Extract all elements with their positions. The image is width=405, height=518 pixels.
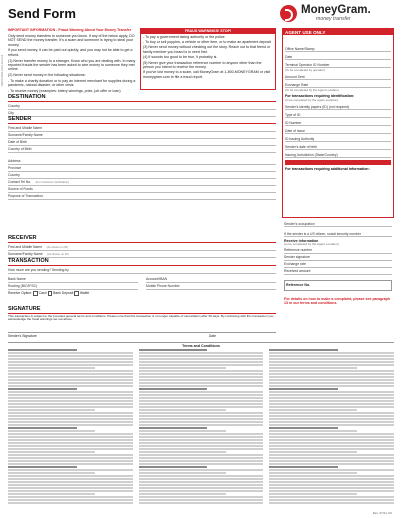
agent-use-panel: AGENT USE ONLY Office Name/Stamp Date Terminal Operator ID Number (To be completed by operator) Amount Sent Exchange Rate (To be completed by the Agent Location) For transactions requiring identification: (to be completed by the Agent Location) Sender's identity papers (ID) (not required) Type of ID ID Number Date of Issue ID Issuing Authority Sender's date of birth Issuing Jurisdiction (State/Country) For transactions requiring additional information: bbox=[282, 28, 394, 218]
mobile-phone-input[interactable] bbox=[180, 284, 276, 289]
sender-field-label: Address bbox=[8, 159, 21, 164]
routing-input[interactable] bbox=[37, 284, 138, 289]
terms-text-line bbox=[269, 385, 394, 387]
sender-field-label: Surname/Family Name bbox=[8, 133, 43, 138]
terms-text-line bbox=[139, 370, 264, 372]
sender-field-label: Province bbox=[8, 166, 22, 171]
terms-text-line bbox=[139, 361, 264, 363]
terms-text-line bbox=[269, 364, 394, 366]
terms-text-line bbox=[269, 388, 338, 390]
receiver-heading: RECEIVER bbox=[8, 235, 276, 243]
terms-text-line bbox=[8, 436, 133, 438]
terms-text-line bbox=[269, 496, 394, 498]
terms-text-line bbox=[269, 370, 394, 372]
terms-text-line bbox=[139, 415, 264, 417]
terms-text-line bbox=[139, 427, 208, 429]
terms-text-line bbox=[139, 484, 264, 486]
issuing-jurisdiction-input[interactable] bbox=[338, 152, 391, 157]
terms-text-line bbox=[8, 448, 133, 450]
agent-additional-panel: Sender's occupation If the sender is a US citizen, social security number Receive information (to be completed by the Agent Location) Reference number Sender signature Exchange rate Received amount Reference No. For details on how to make a complaint, please see paragraph 13 in our terms and conditions. bbox=[282, 220, 394, 305]
terms-text-line bbox=[269, 403, 394, 405]
signature-section bbox=[8, 306, 276, 322]
terms-text-line bbox=[139, 460, 264, 462]
receiver-field-label: Surname/Family Name bbox=[8, 252, 43, 257]
warning-paragraph: - To buy or sell puppies, a vehicle or other item, or to make an apartment deposit bbox=[143, 40, 271, 44]
terms-column bbox=[139, 348, 264, 510]
terms-text-line bbox=[8, 418, 133, 420]
city-field: City bbox=[8, 110, 276, 117]
transaction-question: How much are you sending? Sending by bbox=[8, 268, 69, 273]
sender-address-input[interactable] bbox=[20, 159, 276, 164]
intro-paragraph: - To make a charity donation or to pay an internet merchant for supplies during a pandemic, natural disaster, or other crisis bbox=[8, 79, 136, 88]
terms-text-line bbox=[139, 355, 264, 357]
sender-province-input[interactable] bbox=[21, 166, 276, 171]
agent-id-papers-input[interactable] bbox=[349, 104, 393, 109]
terms-text-line bbox=[139, 487, 264, 489]
terms-text-line bbox=[8, 484, 133, 486]
terms-text-line bbox=[269, 367, 356, 369]
terms-text-line bbox=[139, 376, 264, 378]
account-iban-input[interactable] bbox=[167, 277, 276, 282]
terms-text-line bbox=[8, 388, 77, 390]
terms-text-line bbox=[8, 400, 133, 402]
terms-text-line bbox=[139, 364, 264, 366]
terms-text-line bbox=[139, 439, 264, 441]
brand-name: MoneyGram. bbox=[301, 4, 371, 16]
signature-row bbox=[8, 332, 276, 338]
terms-text-line bbox=[269, 454, 394, 456]
terms-text-line bbox=[8, 361, 133, 363]
terms-text-line bbox=[8, 406, 133, 408]
terms-text-line bbox=[139, 418, 264, 420]
receiver-surname-input[interactable] bbox=[69, 252, 276, 257]
terms-column bbox=[269, 348, 394, 510]
terms-text-line bbox=[139, 349, 208, 351]
agent-exchange-rate-input[interactable] bbox=[306, 262, 392, 267]
receiver-first-name-input[interactable] bbox=[68, 245, 276, 250]
terms-text-line bbox=[8, 379, 133, 381]
terms-text-line bbox=[8, 412, 133, 414]
ssn-input[interactable] bbox=[361, 231, 405, 236]
contact-note: (For Customer Verification) bbox=[35, 180, 69, 185]
terms-text-line bbox=[8, 502, 133, 504]
warning-paragraph: (4) If sounds too good to be true, it probably is. bbox=[143, 55, 218, 60]
sender-field-label: Country bbox=[8, 173, 20, 178]
warning-paragraph: If you've lost money to a scam, call MoneyGram at 1-800-MONEYGRAM or visit moneygram.com to file a fraud report. bbox=[143, 70, 271, 79]
terms-text-line bbox=[139, 475, 264, 477]
sender-phone-input[interactable] bbox=[69, 180, 276, 185]
reference-label: Reference No. bbox=[286, 283, 311, 287]
fraud-intro bbox=[8, 28, 136, 95]
sender-field-label: Country of Birth bbox=[8, 147, 32, 152]
warning-paragraph: (3) Never send money without checking out the story. Reach out to that friend or family member you heard is in need first. bbox=[143, 45, 271, 54]
terms-text-line bbox=[269, 379, 394, 381]
terms-text-line bbox=[8, 424, 133, 426]
id-number-input[interactable] bbox=[301, 120, 391, 125]
form-revision: Rev. 07/21 US bbox=[372, 511, 392, 515]
intro-paragraph: (2) Never send money in the following situations: bbox=[8, 73, 86, 78]
terms-text-line bbox=[8, 439, 133, 441]
terms-text-line bbox=[269, 445, 394, 447]
terms-text-line bbox=[269, 406, 394, 408]
terms-text-line bbox=[269, 475, 394, 477]
terms-text-line bbox=[269, 373, 394, 375]
terms-text-line bbox=[269, 502, 394, 504]
sender-country-input[interactable] bbox=[20, 173, 276, 178]
terms-text-line bbox=[8, 487, 133, 489]
terms-text-line bbox=[8, 421, 133, 423]
transaction-field-label: Mobile Phone Number bbox=[146, 284, 180, 289]
terms-body bbox=[8, 348, 394, 510]
terms-text-line bbox=[139, 502, 264, 504]
terms-text-line bbox=[269, 433, 394, 435]
intro-paragraph: If you send money, it can be paid out quickly, and you may not be able to get a refund. bbox=[8, 48, 133, 57]
sender-field-label: Purpose of Transaction bbox=[8, 194, 43, 199]
occupation-input[interactable] bbox=[315, 221, 392, 226]
terms-text-line bbox=[8, 445, 133, 447]
terms-text-line bbox=[139, 391, 264, 393]
terms-text-line bbox=[8, 469, 133, 471]
terms-text-line bbox=[8, 451, 95, 453]
terms-text-line bbox=[8, 376, 133, 378]
terms-text-line bbox=[269, 427, 338, 429]
checkbox-bank-deposit[interactable] bbox=[48, 291, 53, 296]
operator-note: (To be completed by operator) bbox=[285, 68, 326, 73]
moneygram-logo-icon bbox=[280, 5, 297, 22]
destination-heading: DESTINATION bbox=[8, 94, 276, 102]
intro-paragraph: Only send money transfers to someone you know. If any of the below apply, DO NOT SEND the money transfer. It's a scam and someone is trying to steal your money. bbox=[8, 33, 135, 47]
terms-text-line bbox=[139, 409, 226, 411]
terms-text-line bbox=[8, 466, 77, 468]
terms-text-line bbox=[8, 490, 133, 492]
terms-text-line bbox=[139, 499, 264, 501]
terms-text-line bbox=[8, 472, 95, 474]
terms-text-line bbox=[8, 475, 133, 477]
date-label[interactable]: Date bbox=[208, 333, 216, 338]
terms-text-line bbox=[8, 358, 133, 360]
sender-section bbox=[8, 116, 276, 200]
destination-country-input[interactable] bbox=[20, 104, 276, 109]
terms-text-line bbox=[269, 358, 394, 360]
terms-text-line bbox=[269, 460, 394, 462]
brand-tagline: money transfer bbox=[316, 16, 351, 22]
agent-date-input[interactable] bbox=[292, 54, 391, 59]
terms-text-line bbox=[139, 472, 226, 474]
terms-text-line bbox=[8, 427, 77, 429]
terms-text-line bbox=[269, 490, 394, 492]
terms-text-line bbox=[269, 451, 356, 453]
terms-text-line bbox=[8, 355, 133, 357]
terms-text-line bbox=[139, 478, 264, 480]
terms-text-line bbox=[8, 415, 133, 417]
terms-text-line bbox=[8, 481, 133, 483]
terms-text-line bbox=[269, 430, 356, 432]
terms-text-line bbox=[139, 400, 264, 402]
send-amount-input[interactable] bbox=[69, 268, 276, 273]
terms-text-line bbox=[269, 481, 394, 483]
terms-text-line bbox=[8, 397, 133, 399]
terms-text-line bbox=[269, 349, 338, 351]
terms-text-line bbox=[8, 367, 95, 369]
terms-text-line bbox=[8, 493, 95, 495]
transaction-heading: TRANSACTION bbox=[8, 258, 276, 266]
terms-text-line bbox=[139, 421, 264, 423]
page-title: Send Form bbox=[8, 6, 76, 21]
terms-text-line bbox=[8, 352, 133, 354]
sender-source-of-funds-input[interactable] bbox=[33, 187, 276, 192]
transaction-field-label: Bank Name bbox=[8, 277, 26, 282]
terms-text-line bbox=[139, 445, 264, 447]
signer-label[interactable]: Sender's Signature bbox=[8, 333, 37, 338]
receiver-field-label: First and Middle Name bbox=[8, 245, 43, 250]
intro-heading: IMPORTANT INFORMATION - Fraud Warning About Your Money Transfer bbox=[8, 28, 132, 32]
terms-text-line bbox=[8, 478, 133, 480]
receiver-note: (As shown on ID) bbox=[46, 245, 69, 250]
sender-dob-agent-input[interactable] bbox=[317, 144, 391, 149]
terms-text-line bbox=[8, 463, 133, 465]
fraud-warning-box bbox=[140, 28, 276, 90]
transaction-section bbox=[8, 258, 276, 296]
terms-text-line bbox=[269, 352, 394, 354]
received-amount-input[interactable] bbox=[310, 269, 392, 274]
terms-text-line bbox=[8, 382, 133, 384]
id-issue-date-input[interactable] bbox=[305, 128, 391, 133]
transaction-field-label: Account/IBAN bbox=[146, 277, 168, 282]
terms-text-line bbox=[269, 448, 394, 450]
terms-text-line bbox=[269, 421, 394, 423]
terms-text-line bbox=[139, 358, 264, 360]
terms-text-line bbox=[8, 403, 133, 405]
sender-field-label: Contact Tel No. bbox=[8, 180, 32, 185]
terms-text-line bbox=[8, 394, 133, 396]
terms-text-line bbox=[8, 385, 133, 387]
checkbox-wallet[interactable] bbox=[74, 291, 79, 296]
terms-text-line bbox=[139, 457, 264, 459]
reference-number-input[interactable] bbox=[312, 248, 392, 253]
terms-text-line bbox=[139, 352, 264, 354]
intro-paragraph: - To receive money (examples: lottery winnings, prize, job offer or loan) bbox=[8, 89, 121, 94]
terms-text-line bbox=[8, 454, 133, 456]
terms-text-line bbox=[269, 409, 356, 411]
terms-text-line bbox=[139, 463, 264, 465]
brand-logo bbox=[280, 4, 390, 26]
terms-text-line bbox=[139, 493, 226, 495]
id-section-heading: For transactions requiring identification: bbox=[285, 94, 355, 99]
warning-paragraph: (5) Never give your transaction reference number to anyone other than the person you intend to receive the money. bbox=[143, 60, 262, 70]
receive-info-heading: Receive information bbox=[284, 238, 319, 243]
receiver-section bbox=[8, 235, 276, 258]
terms-text-line bbox=[139, 496, 264, 498]
terms-text-line bbox=[269, 400, 394, 402]
terms-text-line bbox=[139, 394, 264, 396]
terms-text-line bbox=[8, 460, 133, 462]
amount-sent-input[interactable] bbox=[305, 74, 391, 79]
terms-text-line bbox=[139, 424, 264, 426]
terms-text-line bbox=[269, 394, 394, 396]
terms-text-line bbox=[269, 484, 394, 486]
sender-surname-input[interactable] bbox=[43, 133, 276, 138]
terms-text-line bbox=[8, 430, 95, 432]
form-code: MGSFRM-USA-Rev03 bbox=[0, 54, 4, 86]
sender-field-label: First and Middle Name bbox=[8, 126, 43, 131]
terms-text-line bbox=[269, 412, 394, 414]
warning-paragraph: - To pay a government taxing authority or the police bbox=[143, 34, 225, 39]
terms-text-line bbox=[269, 457, 394, 459]
terms-text-line bbox=[269, 397, 394, 399]
terms-text-line bbox=[139, 442, 264, 444]
terms-text-line bbox=[139, 373, 264, 375]
terms-text-line bbox=[139, 403, 264, 405]
sender-field-label: Source of Funds bbox=[8, 187, 33, 192]
terms-text-line bbox=[139, 454, 264, 456]
sender-heading: SENDER bbox=[8, 116, 276, 124]
sender-field-label: Date of Birth bbox=[8, 140, 27, 145]
terms-text-line bbox=[269, 469, 394, 471]
agent-divider-bar bbox=[285, 160, 391, 165]
terms-text-line bbox=[139, 388, 208, 390]
terms-text-line bbox=[8, 409, 95, 411]
terms-text-line bbox=[8, 442, 133, 444]
terms-text-line bbox=[269, 415, 394, 417]
terms-text-line bbox=[269, 382, 394, 384]
terms-text-line bbox=[8, 499, 133, 501]
terms-text-line bbox=[269, 418, 394, 420]
terms-text-line bbox=[269, 355, 394, 357]
terms-text-line bbox=[269, 478, 394, 480]
office-stamp-input[interactable] bbox=[315, 46, 391, 51]
sender-purpose-input[interactable] bbox=[43, 194, 276, 199]
terms-text-line bbox=[8, 391, 133, 393]
terms-text-line bbox=[269, 493, 356, 495]
terms-text-line bbox=[269, 361, 394, 363]
bank-name-input[interactable] bbox=[26, 277, 138, 282]
terms-text-line bbox=[139, 367, 226, 369]
terms-text-line bbox=[139, 436, 264, 438]
terms-text-line bbox=[269, 391, 394, 393]
intro-paragraph: (1) Never transfer money to a stranger. Know who you are dealing with. In many reported frauds the sender has been asked to wire money to someone they met online. bbox=[8, 58, 136, 72]
exchange-note: (To be completed by the Agent Location) bbox=[285, 88, 339, 93]
terms-text-line bbox=[139, 379, 264, 381]
terms-column bbox=[8, 348, 133, 510]
terms-text-line bbox=[8, 373, 133, 375]
agent-heading: AGENT USE ONLY bbox=[283, 29, 393, 35]
additional-info-heading: For transactions requiring additional information: bbox=[285, 166, 370, 171]
country-field: Country bbox=[8, 103, 276, 110]
terms-text-line bbox=[8, 457, 133, 459]
reference-box bbox=[284, 280, 392, 291]
terms-text-line bbox=[139, 406, 264, 408]
terms-text-line bbox=[269, 376, 394, 378]
terms-text-line bbox=[8, 433, 133, 435]
terms-text-line bbox=[8, 370, 133, 372]
terms-text-line bbox=[139, 481, 264, 483]
terms-text-line bbox=[139, 433, 264, 435]
terms-text-line bbox=[269, 487, 394, 489]
terms-text-line bbox=[139, 382, 264, 384]
terms-text-line bbox=[8, 349, 77, 351]
terms-text-line bbox=[139, 469, 264, 471]
complaint-note: For details on how to make a complaint, please see paragraph 13 in our terms and conditions. bbox=[284, 296, 391, 305]
exchange-rate-input[interactable] bbox=[308, 82, 391, 87]
terms-heading: Terms and Conditions bbox=[8, 342, 394, 348]
terms-text-line bbox=[139, 430, 226, 432]
terms-text-line bbox=[269, 436, 394, 438]
sender-country-of-birth-input[interactable] bbox=[32, 147, 276, 152]
terms-text-line bbox=[139, 412, 264, 414]
destination-section bbox=[8, 94, 276, 117]
operator-id-input[interactable] bbox=[329, 62, 391, 67]
terms-text-line bbox=[8, 496, 133, 498]
terms-text-line bbox=[139, 451, 226, 453]
receive-info-note: (to be completed by the Agent Location) bbox=[284, 241, 339, 246]
receive-options: Receive Option: Cash Bank Deposit Wallet bbox=[8, 291, 90, 296]
terms-text-line bbox=[269, 424, 394, 426]
terms-text-line bbox=[269, 466, 338, 468]
terms-text-line bbox=[139, 466, 208, 468]
id-note: (to be completed by the Agent Location) bbox=[285, 98, 339, 103]
terms-text-line bbox=[139, 397, 264, 399]
terms-text-line bbox=[269, 442, 394, 444]
terms-text-line bbox=[139, 448, 264, 450]
terms-text-line bbox=[139, 385, 264, 387]
terms-text-line bbox=[269, 439, 394, 441]
transaction-field-label: Routing (BIC/IFSC) bbox=[8, 284, 38, 289]
signature-text: This transaction is subject to the provided general terms and conditions. Please note that this transaction is no longer capable of cancellation after 30 days. By continuing with this transaction you acknowledge the fraud warnings set out above. bbox=[8, 313, 274, 322]
receive-option-label: Receive Option bbox=[8, 291, 32, 296]
terms-text-line bbox=[269, 499, 394, 501]
terms-text-line bbox=[8, 364, 133, 366]
terms-text-line bbox=[269, 472, 356, 474]
checkbox-cash[interactable] bbox=[33, 291, 38, 296]
sender-first-name-input[interactable] bbox=[42, 126, 276, 131]
id-type-input[interactable] bbox=[300, 112, 391, 117]
terms-text-line bbox=[139, 490, 264, 492]
sender-signature-agent-input[interactable] bbox=[310, 255, 392, 260]
sender-dob-input[interactable] bbox=[27, 140, 276, 145]
id-authority-input[interactable] bbox=[314, 136, 391, 141]
receiver-note: (As shown on ID) bbox=[47, 252, 69, 257]
signature-heading: SIGNATURE bbox=[8, 306, 276, 314]
terms-text-line bbox=[269, 463, 394, 465]
fraud-warning-title: FRAUD WARNINGS! STOP! bbox=[141, 29, 275, 34]
